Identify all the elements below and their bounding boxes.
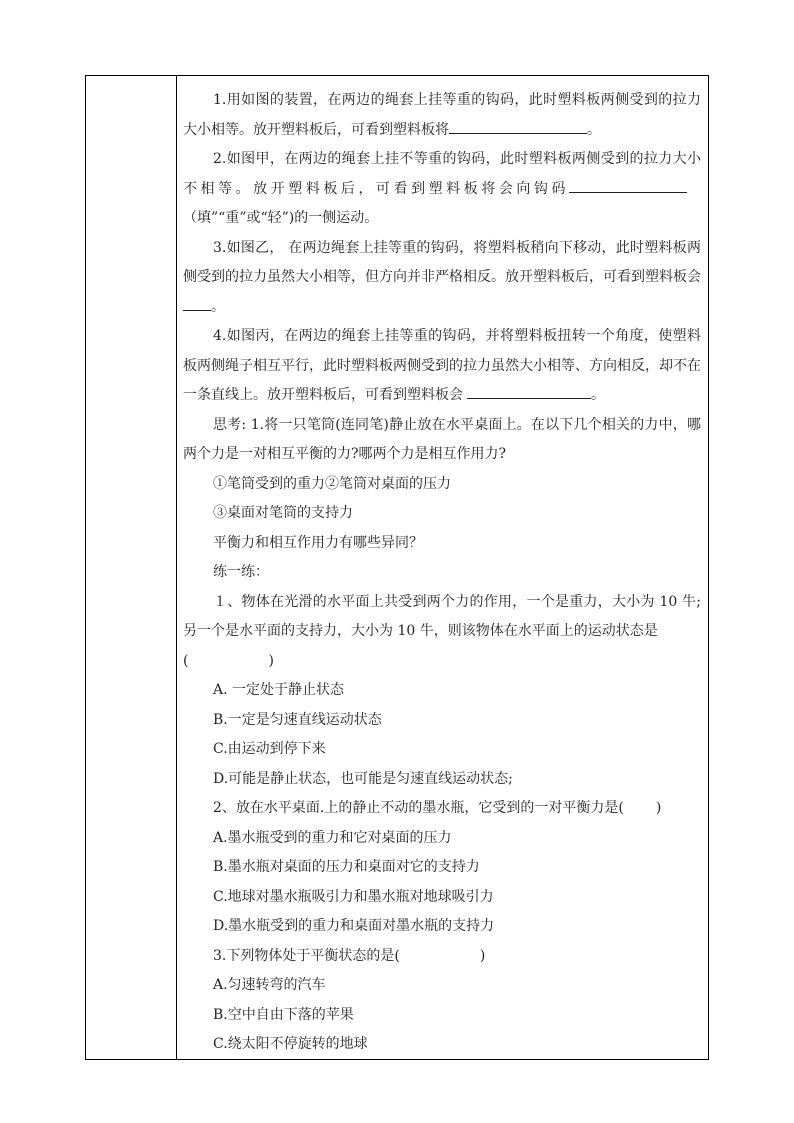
answer-blank-4[interactable] [467,382,591,399]
worksheet-content [183,86,701,1060]
question-2-option-c: C.地球对墨水瓶吸引力和墨水瓶对地球吸引力 [213,888,494,905]
question-3-option-b: B.空中自由下落的苹果 [213,1006,354,1023]
forces-list-2: ③桌面对笔筒的支持力 [213,505,353,521]
answer-blank-1[interactable] [449,117,587,134]
experiment-3: 3.如图乙， 在两边绳套上挂等重的钩码，将塑料板稍向下移动，此时塑料板两侧受到的拉力虽然大小相等，但方向并非严格相反。放开塑料板后，可看到塑料板会。 [183,239,701,315]
question-2-option-b: B.墨水瓶对桌面的压力和桌面对它的支持力 [213,859,480,875]
question-1-option-c: C.由运动到停下来 [213,741,326,757]
thinking-question: 思考: 1.将一只笔筒(连同笔)静止放在水平桌面上。在以下几个相关的力中，哪两个力是一对相互平衡的力?哪两个力是相互作用力? [183,416,701,462]
left-label-cell [86,76,176,1059]
question-1-option-d: D.可能是静止状态，也可能是匀速直线运动状态; [213,770,513,787]
answer-blank-3[interactable] [183,294,211,311]
experiment-2: 2.如图甲，在两边的绳套上挂不等重的钩码，此时塑料板两侧受到的拉力大小不相等。放开塑料板后，可看到塑料板将会向钩码（填”“重”或“轻”)的一侧运动。 [183,151,701,226]
practice-heading: 练一练： [213,564,269,580]
question-1-option-a: A. 一定处于静止状态 [213,682,345,698]
experiment-4: 4.如图丙，在两边的绳套上挂等重的钩码，并将塑料板扭转一个角度，使塑料板两侧绳子相互平行，此时塑料板两侧受到的拉力虽然大小相等、方向相反，却不在一条直线上。放开塑料板后，可看到塑料板会 。 [183,328,701,403]
question-3-option-c: C.绕太阳不停旋转的地球 [213,1036,368,1052]
compare-question: 平衡力和相互作用力有哪些异同？ [213,534,423,551]
answer-blank-2[interactable] [569,176,687,193]
table-column-divider [176,75,177,1060]
question-2-stem: 2、放在水平桌面.上的静止不动的墨水瓶，它受到的一对平衡力是( ) [213,800,662,816]
question-2-option-a: A.墨水瓶受到的重力和它对桌面的压力 [213,829,452,846]
question-1-option-b: B.一定是匀速直线运动状态 [213,711,382,728]
experiment-1: 1.用如图的装置，在两边的绳套上挂等重的钩码，此时塑料板两侧受到的拉力大小相等。放开塑料板后，可看到塑料板将 。 [183,92,701,138]
question-3-stem: 3.下列物体处于平衡状态的是( ) [213,947,486,964]
question-3-option-a: A.匀速转弯的汽车 [213,977,326,993]
question-2-option-d: D.墨水瓶受到的重力和桌面对墨水瓶的支持力 [213,918,495,934]
forces-list-1: ①笔筒受到的重力②笔筒对桌面的压力 [213,475,451,492]
question-1-stem: １、物体在光滑的水平面上共受到两个力的作用，一个是重力，大小为 10 牛;另一个是水平面的支持力，大小为 10 牛，则该物体在水平面上的运动状态是 ( ) [183,593,701,669]
